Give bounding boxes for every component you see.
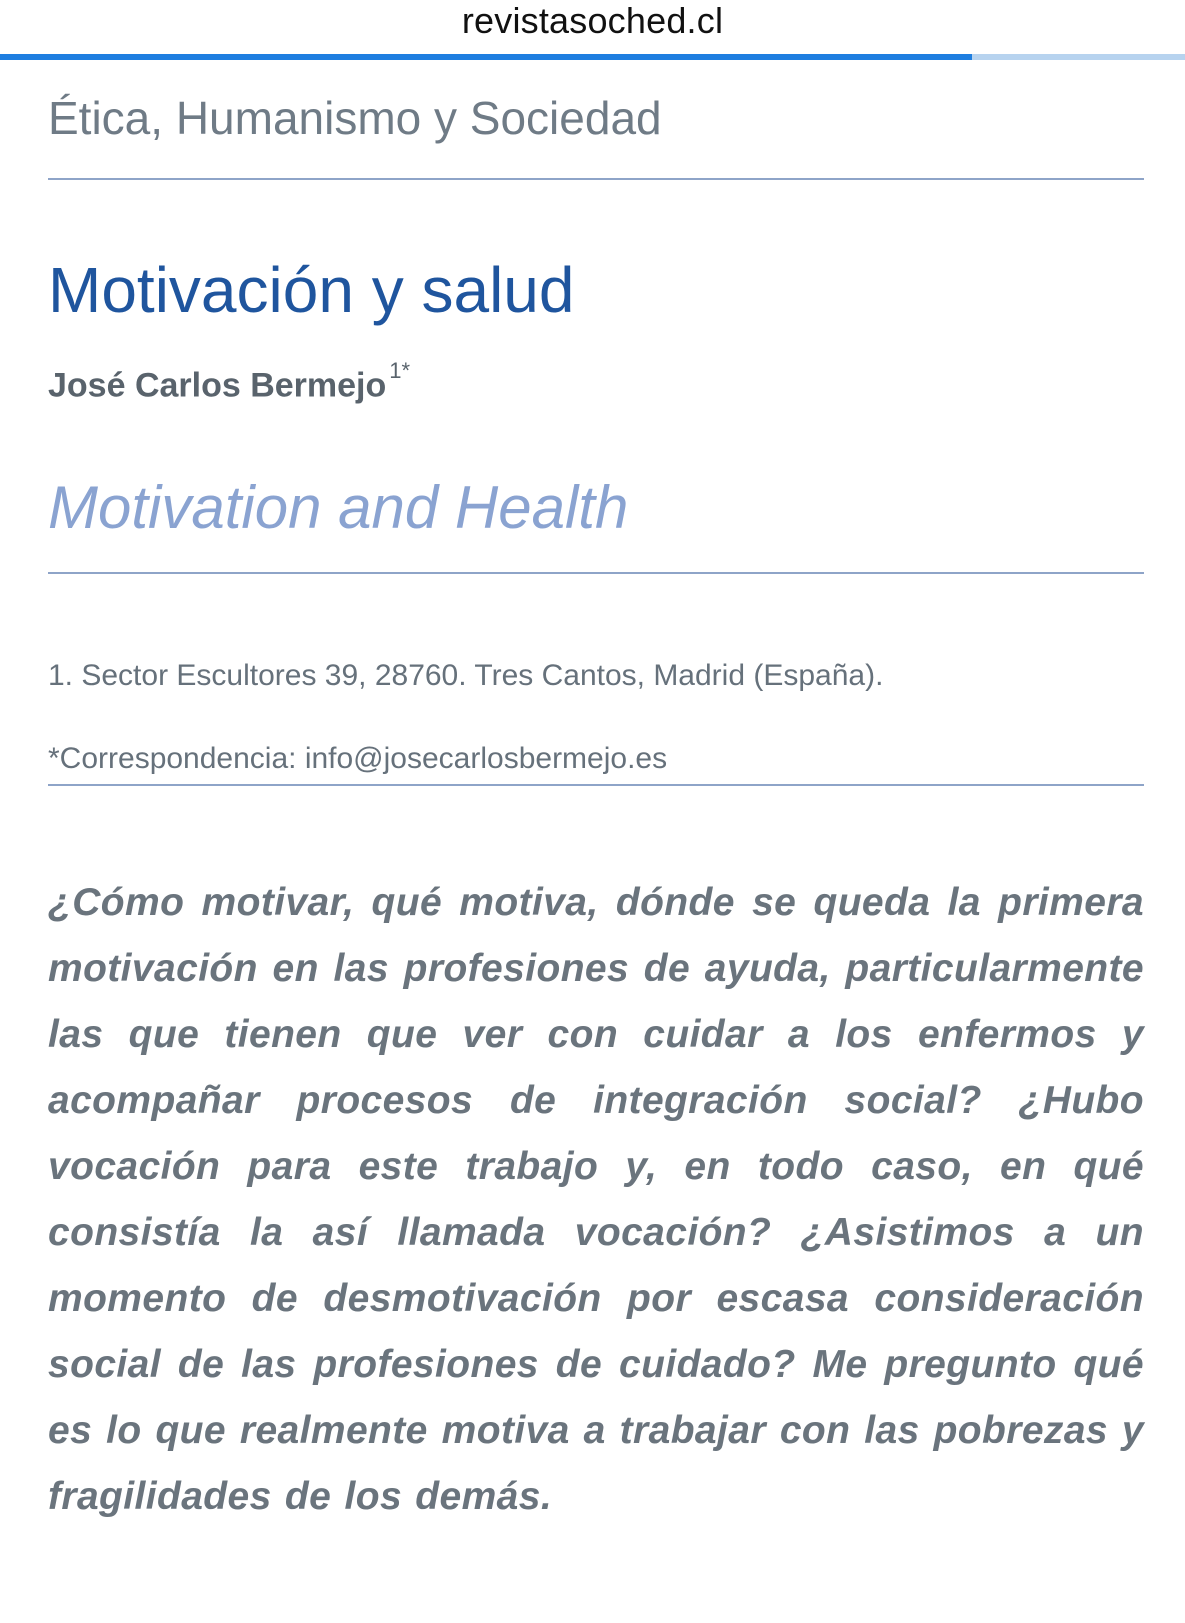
- article-title: Motivación y salud: [48, 254, 575, 326]
- title-divider: [48, 572, 1144, 574]
- section-divider: [48, 178, 1144, 180]
- page-load-progress-bar: [0, 54, 1185, 60]
- author-affiliation: 1. Sector Escultores 39, 28760. Tres Cantos, Madrid (España).: [48, 659, 884, 692]
- metadata-divider: [48, 784, 1144, 786]
- author-affiliation-marker[interactable]: 1*: [389, 358, 411, 383]
- section-title: Ética, Humanismo y Sociedad: [48, 92, 662, 144]
- page-load-progress-fill: [0, 54, 972, 60]
- abstract-paragraph: ¿Cómo motivar, qué motiva, dónde se queda la primera motivación en las profesiones de ayuda, particularmente las que tienen que ver con cuidar a los enfermos y acompañar procesos de integración social? ¿Hubo vocación para este trabajo y, en todo caso, en qué consistía la así llamada vocación? ¿Asistimos a un momento de desmotivación por escasa consideración social de las profesiones de cuidado? Me pregunto qué es lo que realmente motiva a trabajar con las pobrezas y fragilidades de los demás.: [48, 881, 1144, 1518]
- url-text[interactable]: revistasoched.cl: [461, 0, 724, 41]
- author-name: José Carlos Bermejo: [48, 366, 387, 405]
- browser-url-bar[interactable]: [0, 0, 1185, 56]
- english-title: Motivation and Health: [48, 474, 629, 541]
- author-line: [48, 356, 410, 406]
- correspondence-email[interactable]: *Correspondencia: info@josecarlosbermejo.es: [48, 742, 668, 775]
